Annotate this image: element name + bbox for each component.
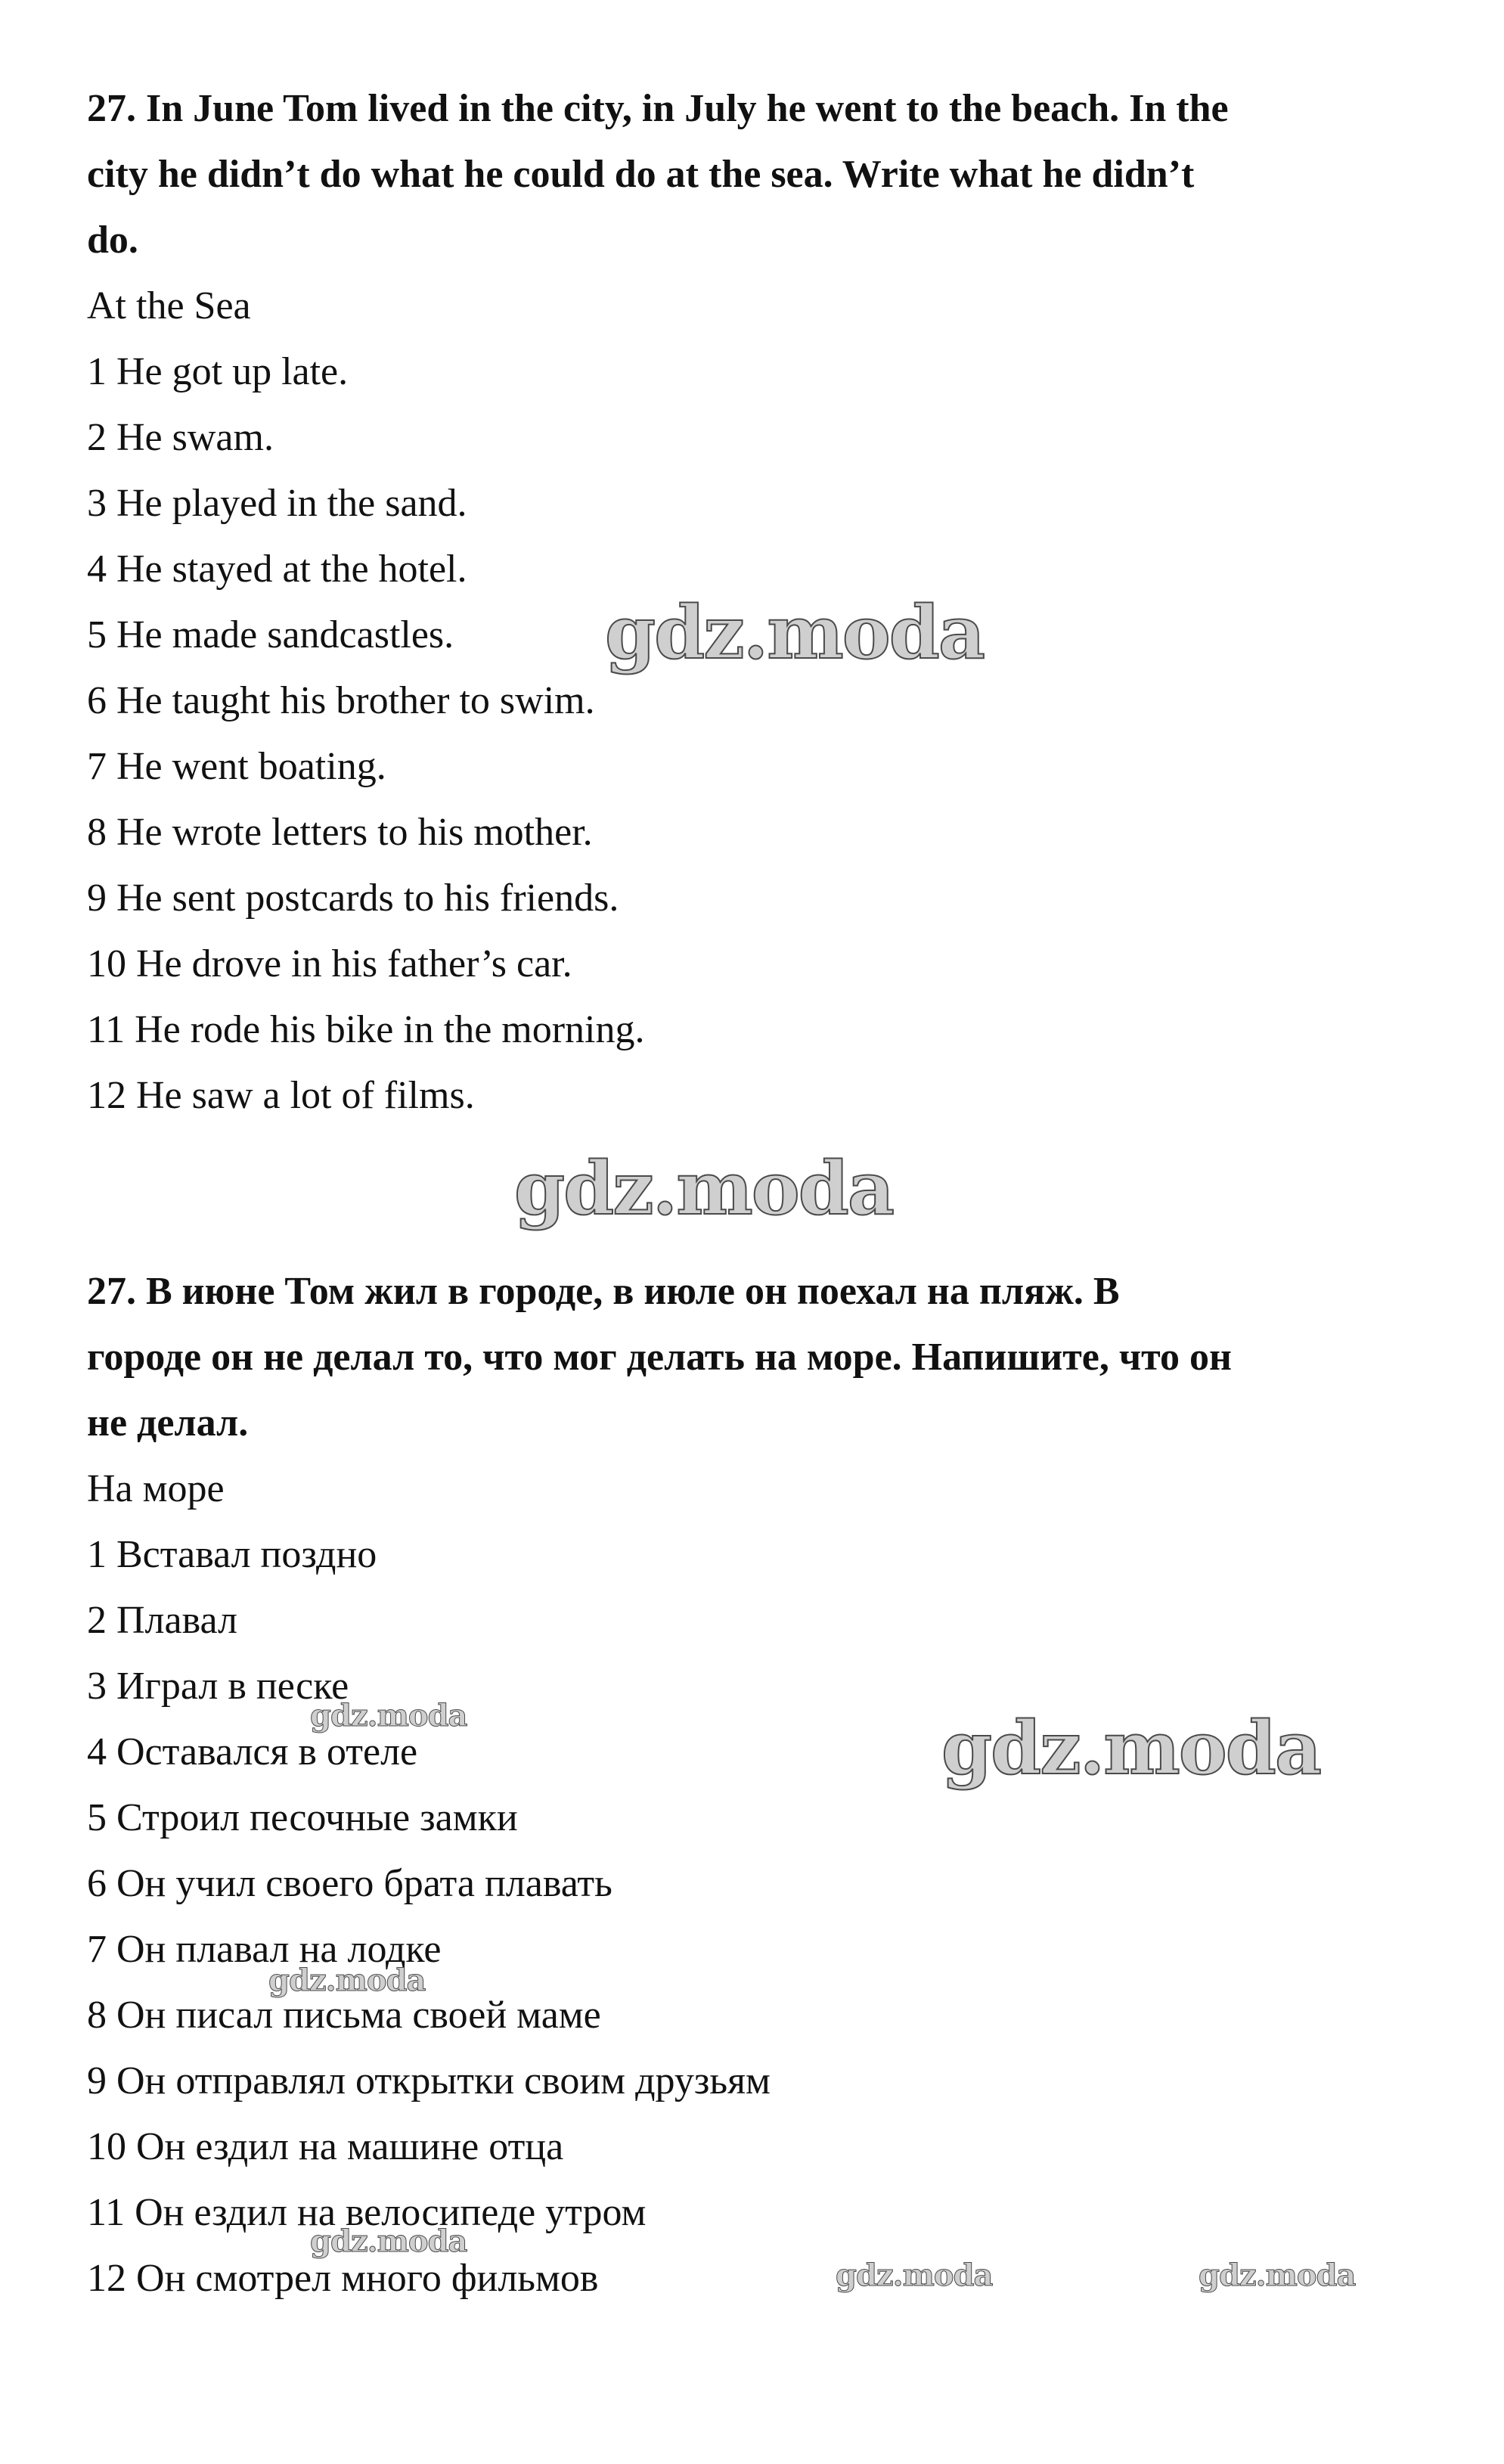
russian-list-item: 7 Он плавал на лодке xyxy=(87,1928,442,1971)
watermark-logo: gdz.moda xyxy=(941,1705,1321,1791)
russian-list-item: 3 Играл в песке xyxy=(87,1665,349,1708)
russian-list-item: 10 Он ездил на машине отца xyxy=(87,2125,564,2168)
english-list-item: 5 He made sandcastles. xyxy=(87,613,454,656)
russian-list-item: 9 Он отправлял открытки своим друзьям xyxy=(87,2059,771,2102)
english-list-item: 3 He played in the sand. xyxy=(87,482,467,525)
russian-list-item: 2 Плавал xyxy=(87,1599,237,1642)
english-list-item: 6 He taught his brother to swim. xyxy=(87,679,595,722)
watermark-logo: gdz.moda xyxy=(1199,2258,1356,2293)
russian-list-item: 4 Оставался в отеле xyxy=(87,1730,418,1774)
english-list-item: 4 He stayed at the hotel. xyxy=(87,548,467,591)
english-subheading: At the Sea xyxy=(87,284,251,327)
russian-list-item: 12 Он смотрел много фильмов xyxy=(87,2257,599,2300)
english-list-item: 2 He swam. xyxy=(87,416,274,459)
watermark-logo: gdz.moda xyxy=(605,590,985,675)
english-list-item: 12 He saw a lot of films. xyxy=(87,1074,475,1117)
watermark-logo: gdz.moda xyxy=(836,2258,993,2293)
russian-list-item: 6 Он учил своего брата плавать xyxy=(87,1862,612,1905)
russian-list-item: 11 Он ездил на велосипеде утром xyxy=(87,2191,647,2234)
russian-list-item: 5 Строил песочные замки xyxy=(87,1796,518,1839)
watermark-logo: gdz.moda xyxy=(268,1963,426,1998)
english-list-item: 7 He went boating. xyxy=(87,745,386,788)
watermark-logo: gdz.moda xyxy=(310,1698,467,1733)
english-list-item: 10 He drove in his father’s car. xyxy=(87,942,572,985)
english-heading-line: do. xyxy=(87,219,138,262)
english-list-item: 8 He wrote letters to his mother. xyxy=(87,811,593,854)
english-list-item: 9 He sent postcards to his friends. xyxy=(87,877,619,920)
russian-heading-line: не делал. xyxy=(87,1401,249,1445)
english-section xyxy=(87,76,1388,1128)
russian-heading-line: городе он не делал то, что мог делать на море. Напишите, что он xyxy=(87,1336,1232,1379)
watermark-logo: gdz.moda xyxy=(514,1146,894,1231)
russian-list-item: 1 Вставал поздно xyxy=(87,1533,377,1576)
russian-subheading: На море xyxy=(87,1467,225,1510)
watermark-logo: gdz.moda xyxy=(310,2223,467,2259)
russian-heading-line: 27. В июне Том жил в городе, в июле он поехал на пляж. В xyxy=(87,1270,1120,1313)
english-heading-line: city he didn’t do what he could do at the sea. Write what he didn’t xyxy=(87,153,1195,196)
english-heading-line: 27. In June Tom lived in the city, in July he went to the beach. In the xyxy=(87,87,1229,130)
english-list-item: 11 He rode his bike in the morning. xyxy=(87,1008,645,1051)
russian-section xyxy=(87,1258,1388,2311)
english-list-item: 1 He got up late. xyxy=(87,350,349,393)
russian-list-item: 8 Он писал письма своей маме xyxy=(87,1994,601,2037)
